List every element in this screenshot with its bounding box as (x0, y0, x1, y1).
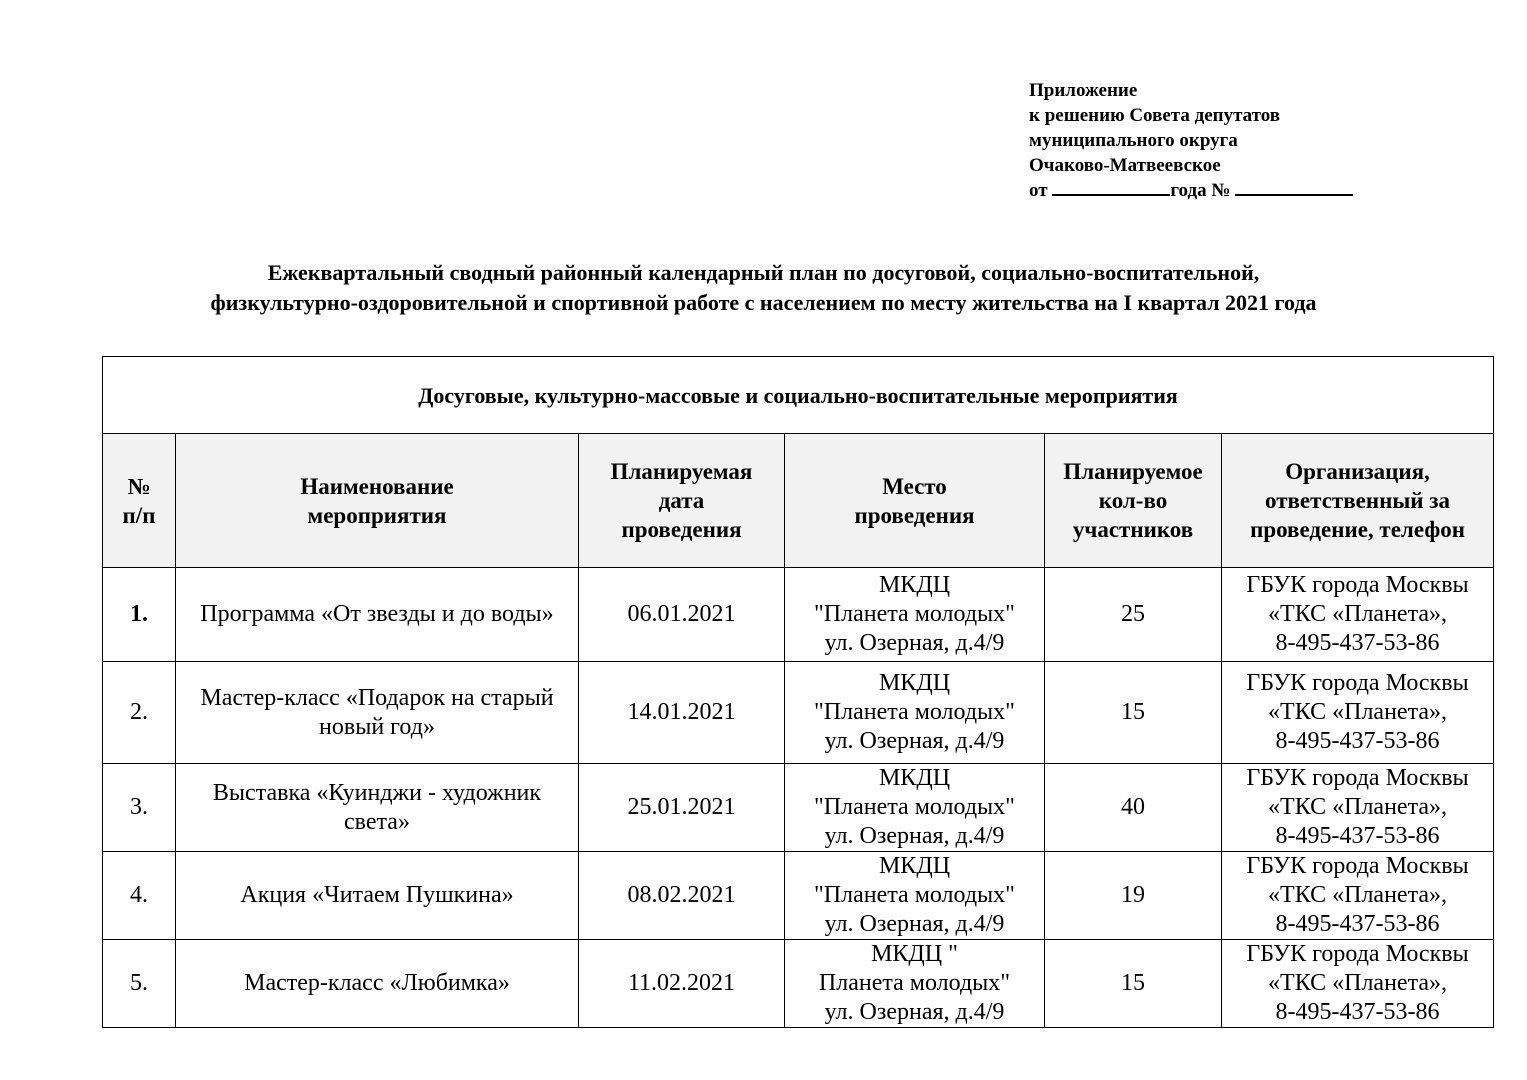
cell-name (176, 940, 579, 1028)
table-row (103, 662, 1494, 764)
cell-line: «ТКС «Планета», (1268, 601, 1447, 627)
events-table (102, 356, 1494, 1028)
cell-name (176, 662, 579, 764)
cell-line: МКДЦ (878, 572, 951, 598)
table-row (103, 764, 1494, 852)
cell-line: "Планета молодых" (814, 882, 1015, 908)
cell-line: № (127, 473, 151, 499)
cell-date: 14.01.2021 (579, 662, 785, 764)
header-row (103, 434, 1494, 568)
cell-org (1222, 662, 1494, 764)
appendix-line: Приложение (1029, 80, 1138, 101)
cell-line: ГБУК города Москвы (1246, 941, 1469, 967)
cell-line: ГБУК города Москвы (1246, 670, 1469, 696)
cell-place (785, 940, 1045, 1028)
cell-count: 15 (1045, 940, 1222, 1028)
cell-line: 8-495-437-53-86 (1275, 823, 1440, 849)
cell-line: МКДЦ (878, 765, 951, 791)
cell-line: дата (658, 488, 705, 513)
cell-num: 5. (103, 940, 176, 1028)
header-name (176, 434, 579, 568)
cell-num: 4. (103, 852, 176, 940)
cell-line: Место (882, 473, 947, 499)
header-count (1045, 434, 1222, 568)
cell-line: «ТКС «Планета», (1268, 794, 1447, 820)
cell-line: Выставка «Куинджи - художник (212, 779, 542, 806)
cell-line: 8-495-437-53-86 (1275, 630, 1440, 656)
cell-name (176, 764, 579, 852)
cell-line: «ТКС «Планета», (1268, 970, 1447, 996)
cell-line: ГБУК города Москвы (1246, 853, 1469, 879)
cell-date: 08.02.2021 (579, 852, 785, 940)
cell-org (1222, 852, 1494, 940)
cell-line: "Планета молодых" (814, 601, 1015, 627)
appendix-block (1029, 78, 1353, 203)
cell-num: 2. (103, 662, 176, 764)
cell-line: МКДЦ (878, 853, 951, 879)
cell-line: Планируемая (610, 459, 753, 484)
cell-line: ул. Озерная, д.4/9 (824, 823, 1005, 849)
cell-count: 25 (1045, 568, 1222, 662)
cell-line: света» (344, 808, 410, 835)
cell-org (1222, 940, 1494, 1028)
cell-org (1222, 568, 1494, 662)
title-line: Ежеквартальный сводный районный календарный план по досуговой, социально-воспитательной, (267, 260, 1260, 285)
title-line: физкультурно-оздоровительной и спортивной работе с населением по месту жительства на I квартал 2021 года (210, 290, 1317, 315)
cell-place (785, 764, 1045, 852)
appendix-line: к решению Совета депутатов (1029, 105, 1281, 126)
cell-line: участников (1072, 517, 1194, 542)
date-blank (1052, 178, 1170, 196)
cell-line: 8-495-437-53-86 (1275, 728, 1440, 754)
cell-line: Акция «Читаем Пушкина» (240, 882, 514, 908)
cell-line: ГБУК города Москвы (1246, 765, 1469, 791)
cell-line: проведения (854, 502, 975, 528)
cell-line: Наименование (300, 473, 454, 499)
appendix-line: Очаково-Матвеевское (1029, 155, 1221, 176)
cell-line: 8-495-437-53-86 (1275, 999, 1440, 1025)
cell-line: Организация, (1285, 459, 1430, 484)
cell-line: МКДЦ (878, 670, 951, 696)
cell-count: 15 (1045, 662, 1222, 764)
cell-date: 11.02.2021 (579, 940, 785, 1028)
cell-line: п/п (122, 502, 156, 528)
appendix-line: муниципального округа (1029, 130, 1238, 151)
cell-line: «ТКС «Планета», (1268, 699, 1447, 725)
cell-name (176, 852, 579, 940)
cell-place (785, 568, 1045, 662)
cell-date: 25.01.2021 (579, 764, 785, 852)
header-date (579, 434, 785, 568)
cell-line: 8-495-437-53-86 (1275, 911, 1440, 937)
cell-place (785, 852, 1045, 940)
cell-date: 06.01.2021 (579, 568, 785, 662)
appendix-date-prefix: от (1029, 180, 1053, 201)
section-title: Досуговые, культурно-массовые и социально-воспитательные мероприятия (103, 357, 1494, 434)
cell-line: проведения (621, 517, 742, 542)
cell-line: проведение, телефон (1250, 517, 1465, 542)
cell-count: 19 (1045, 852, 1222, 940)
cell-line: ГБУК города Москвы (1246, 572, 1469, 598)
table-row (103, 940, 1494, 1028)
cell-line: ул. Озерная, д.4/9 (824, 630, 1005, 656)
table-row (103, 568, 1494, 662)
appendix-date-line (1029, 178, 1353, 203)
cell-name (176, 568, 579, 662)
cell-place (785, 662, 1045, 764)
cell-line: ответственный за (1265, 488, 1451, 513)
cell-line: Планируемое (1063, 459, 1203, 484)
number-blank (1235, 178, 1353, 196)
cell-line: Мастер-класс «Любимка» (244, 970, 510, 996)
document-title (0, 258, 1527, 318)
cell-line: мероприятия (307, 502, 447, 528)
cell-num: 3. (103, 764, 176, 852)
cell-line: кол-во (1098, 488, 1168, 513)
cell-line: новый год» (319, 713, 435, 740)
cell-line: Программа «От звезды и до воды» (200, 601, 554, 627)
header-place (785, 434, 1045, 568)
cell-line: «ТКС «Планета», (1268, 882, 1447, 908)
cell-line: ул. Озерная, д.4/9 (824, 911, 1005, 937)
cell-line: ул. Озерная, д.4/9 (824, 999, 1005, 1025)
appendix-number-label: года № (1170, 180, 1236, 201)
section-title-row (103, 357, 1494, 434)
cell-num: 1. (103, 568, 176, 662)
cell-line: "Планета молодых" (814, 794, 1015, 820)
cell-line: МКДЦ " (871, 941, 958, 967)
cell-line: "Планета молодых" (814, 699, 1015, 725)
header-org (1222, 434, 1494, 568)
header-num (103, 434, 176, 568)
cell-line: ул. Озерная, д.4/9 (824, 728, 1005, 754)
cell-count: 40 (1045, 764, 1222, 852)
cell-line: Планета молодых" (818, 970, 1011, 996)
cell-line: Мастер-класс «Подарок на старый (200, 684, 554, 711)
cell-org (1222, 764, 1494, 852)
table-row (103, 852, 1494, 940)
